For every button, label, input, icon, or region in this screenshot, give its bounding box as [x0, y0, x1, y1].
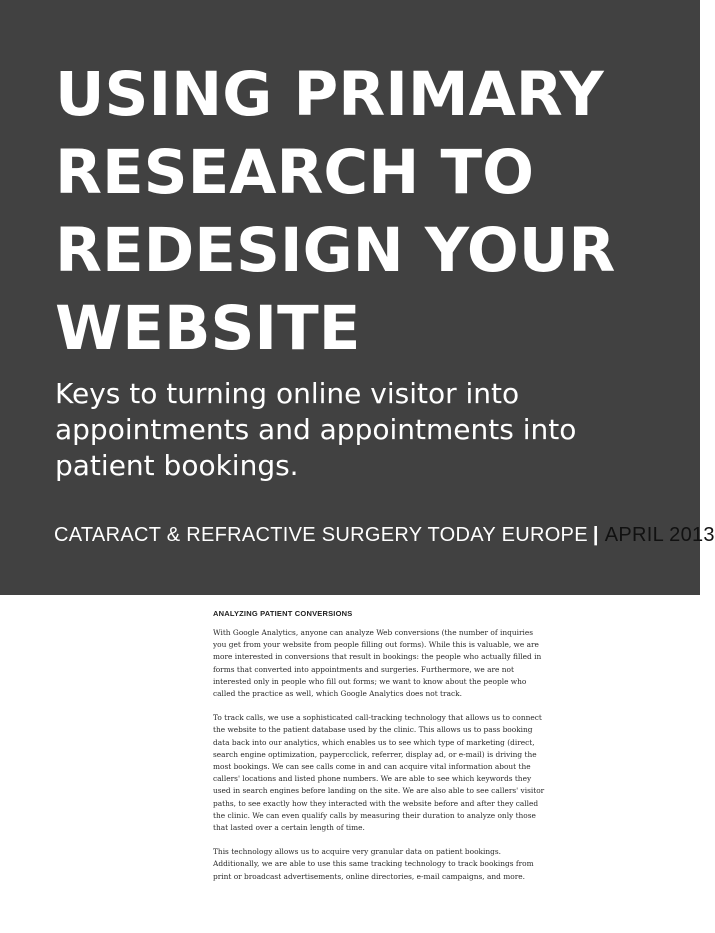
article-excerpt [213, 609, 545, 895]
text-line: the clinic. We can even qualify calls by measuring their duration to analyze only those [213, 810, 536, 820]
title-line: REDESIGN YOUR [55, 215, 616, 286]
text-line: the website to the patient database used by the clinic. This allows us to pass booking [213, 725, 533, 735]
page-title [55, 56, 675, 368]
text-line: interested only in people who fill out forms; we want to know about the people who [213, 676, 527, 686]
text-line: data back into our analytics, which enables us to see which type of marketing (direct, [213, 737, 535, 747]
text-line: you get from your website from people filling out forms). While this is valuable, we are [213, 640, 539, 650]
text-line: This technology allows us to acquire very granular data on patient bookings. [213, 847, 501, 857]
section-heading: ANALYZING PATIENT CONVERSIONS [213, 609, 353, 618]
subtitle-line: Keys to turning online visitor into [55, 377, 520, 410]
text-line: To track calls, we use a sophisticated call-tracking technology that allows us to connect [213, 713, 542, 723]
publication-name: CATARACT & REFRACTIVE SURGERY TODAY EUROPE [54, 524, 588, 546]
paragraph [213, 712, 545, 834]
text-line: that lasted over a certain length of time. [213, 823, 365, 833]
text-line: called the practice as well, which Google Analytics does not track. [213, 689, 462, 699]
publication-date: APRIL 2013 [604, 524, 715, 546]
text-line: print or broadcast advertisements, online directories, e-mail campaigns, and more. [213, 871, 525, 881]
paragraph [213, 627, 542, 700]
text-line: forms that converted into appointments and surgeries. Furthermore, we are not [213, 664, 514, 674]
text-line: With Google Analytics, anyone can analyze Web conversions (the number of inquiries [213, 628, 534, 637]
text-line: used in search engines before landing on the site. We are also able to see callers' visitor [213, 786, 545, 796]
title-line: RESEARCH TO [55, 137, 534, 208]
text-line: most bookings. We can see calls come in and can acquire vital information about the [213, 762, 531, 772]
text-line: paths, to see exactly how they interacted with the website before and after they called [213, 798, 539, 808]
text-line: search engine optimization, paypercclick, referrer, display ad, or e-mail) is driving the [213, 749, 537, 759]
publication-credit [54, 524, 715, 547]
text-line: Additionally, we are able to use this same tracking technology to track bookings from [213, 859, 534, 869]
publication-separator: | [592, 524, 599, 546]
subtitle-line: appointments and appointments into [55, 413, 577, 446]
text-line: callers' locations and listed phone numbers. We are able to see which keywords they [213, 774, 532, 784]
title-line: USING PRIMARY [55, 59, 604, 130]
title-line: WEBSITE [55, 293, 361, 364]
subtitle [55, 376, 675, 484]
text-line: more interested in conversions that result in bookings: the people who actually filled in [213, 652, 542, 662]
subtitle-line: patient bookings. [55, 449, 299, 482]
paragraph [213, 846, 534, 883]
